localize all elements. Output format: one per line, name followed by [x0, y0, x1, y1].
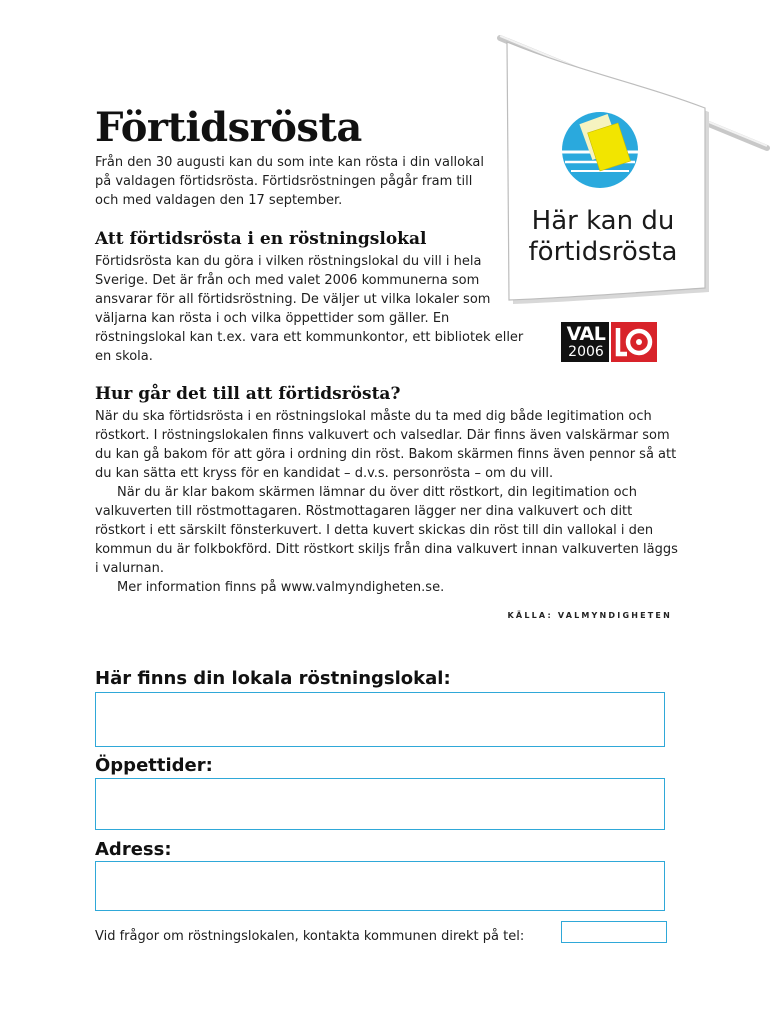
intro-text: Från den 30 augusti kan du som inte kan rösta i din vallokal på valdagen förtidsrösta. Förtidsröstningen pågår fram till och med valdagen den 17 september.: [95, 155, 484, 208]
section2-heading: Hur går det till att förtidsrösta?: [95, 384, 401, 404]
valmyndigheten-symbol-icon: [611, 322, 657, 362]
flag-text-line2: förtidsrösta: [528, 237, 678, 267]
source-credit: KÄLLA: VALMYNDIGHETEN: [507, 611, 672, 620]
flag-illustration: [495, 30, 770, 320]
adress-label: Adress:: [95, 839, 172, 860]
flag-text: [508, 206, 698, 268]
oppettider-field[interactable]: [95, 778, 665, 830]
section1-body: Förtidsrösta kan du göra i vilken röstningslokal du vill i hela Sverige. Det är från och med valet 2006 kommunerna som ansvarar för all förtidsröstning. De väljer ut vilka lokaler som väljarna kan rösta i och vilka öppettider som gäller. En röstningslokal kan t.ex. vara ett kommunkontor, ett bibliotek eller en skola.: [95, 254, 524, 364]
adress-field[interactable]: [95, 861, 665, 911]
page-title: Förtidsrösta: [95, 104, 362, 151]
ballot-emblem-icon: [562, 112, 638, 188]
oppettider-label: Öppettider:: [95, 755, 213, 776]
flag-text-line1: Här kan du: [531, 206, 675, 236]
contact-text: Vid frågor om röstningslokalen, kontakta kommunen direkt på tel:: [95, 929, 525, 944]
telephone-field[interactable]: [561, 921, 667, 943]
val-logo-year: 2006: [568, 344, 604, 360]
section1-heading: Att förtidsrösta i en röstningslokal: [95, 229, 427, 249]
section2-paragraph: När du ska förtidsrösta i en röstningslokal måste du ta med dig både legitimation och röstkort. I röstningslokalen finns valkuvert och valsedlar. Där finns även valskärmar som du kan gå bakom för att göra i ordning din röst. Bakom skärmen finns även pennor så att du kan sätta ett kryss för en kandidat – d.v.s. personrösta – om du vill.: [95, 409, 677, 481]
lokal-label: Här finns din lokala röstningslokal:: [95, 668, 451, 689]
lokal-field[interactable]: [95, 692, 665, 747]
section2-paragraph: Mer information finns på www.valmyndigheten.se.: [117, 580, 445, 595]
val-logo-word: VAL: [566, 323, 606, 345]
val-2006-logo: [561, 322, 657, 362]
section2-body: [95, 407, 685, 597]
section2-paragraph: När du är klar bakom skärmen lämnar du över ditt röstkort, din legitimation och valkuverten till röstmottagaren. Röstmottagaren lägger ner dina valkuvert och ditt röstkort i ett särskilt fönsterkuvert. I detta kuvert skickas din röst till din vallokal i den kommun du är folkbokförd. Ditt röstkort skiljs från dina valkuvert innan valkuverten läggs i valurnan.: [95, 485, 678, 576]
